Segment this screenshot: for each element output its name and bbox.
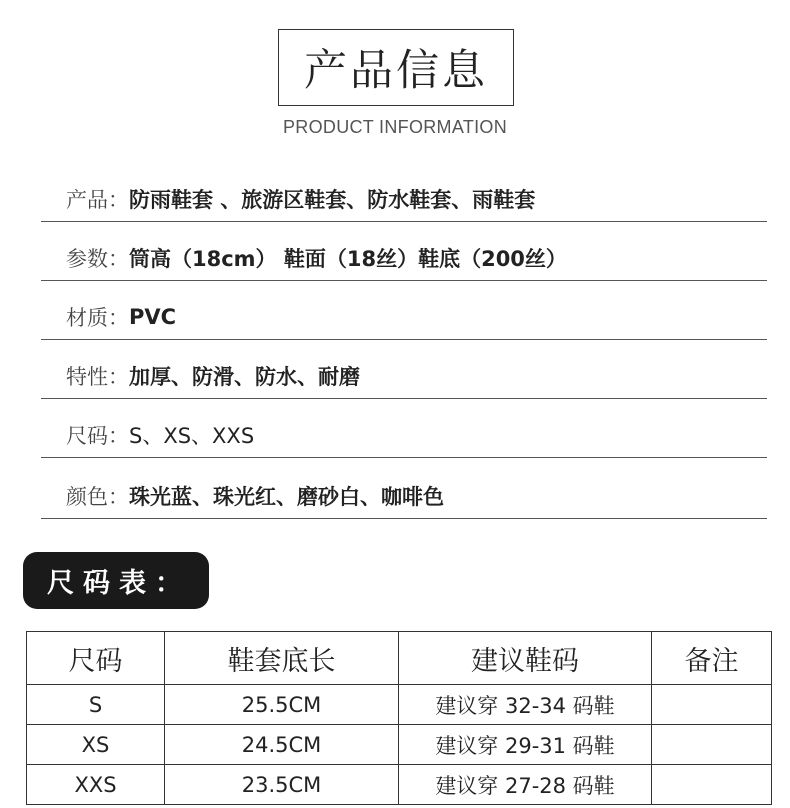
- table-cell: [652, 725, 772, 765]
- info-label: 颜色：: [66, 484, 129, 509]
- table-cell: [652, 685, 772, 725]
- page-subtitle: PRODUCT INFORMATION: [282, 117, 508, 137]
- info-row-parameters: [41, 235, 767, 281]
- size-chart-table: [26, 631, 772, 805]
- info-value: 筒高（18cm） 鞋面（18丝）鞋底（200丝）: [129, 246, 567, 271]
- info-label: 参数：: [66, 246, 129, 271]
- info-value: PVC: [129, 304, 177, 329]
- column-header-notes: 备注: [652, 632, 772, 685]
- info-value: 加厚、防滑、防水、耐磨: [129, 364, 360, 389]
- info-value: 珠光蓝、珠光红、磨砂白、咖啡色: [129, 484, 444, 509]
- table-cell: XS: [27, 725, 165, 765]
- info-label: 特性：: [66, 364, 129, 389]
- info-label: 尺码：: [66, 423, 129, 448]
- table-cell: [652, 765, 772, 805]
- info-row-material: [41, 294, 767, 340]
- table-row: [27, 685, 772, 725]
- info-label: 材质：: [66, 305, 129, 330]
- info-row-size: [41, 412, 767, 458]
- column-header-sole-length: 鞋套底长: [165, 632, 399, 685]
- table-cell: 25.5CM: [165, 685, 399, 725]
- page-title: 产品信息: [304, 46, 488, 96]
- header-title-box: [278, 29, 514, 106]
- info-label: 产品：: [66, 187, 129, 212]
- table-row: [27, 765, 772, 805]
- column-header-recommended-size: 建议鞋码: [399, 632, 652, 685]
- info-row-product: [41, 176, 767, 222]
- info-row-features: [41, 353, 767, 399]
- table-cell: S: [27, 685, 165, 725]
- info-value: S、XS、XXS: [129, 423, 255, 448]
- table-cell: 建议穿 29-31 码鞋: [399, 725, 652, 765]
- info-row-color: [41, 473, 767, 519]
- table-cell: 建议穿 32-34 码鞋: [399, 685, 652, 725]
- column-header-size: 尺码: [27, 632, 165, 685]
- info-value: 防雨鞋套 、旅游区鞋套、防水鞋套、雨鞋套: [129, 187, 536, 212]
- table-cell: 23.5CM: [165, 765, 399, 805]
- table-header-row: [27, 632, 772, 685]
- table-cell: 建议穿 27-28 码鞋: [399, 765, 652, 805]
- size-chart-badge: 尺码表：: [23, 552, 209, 609]
- table-cell: 24.5CM: [165, 725, 399, 765]
- table-cell: XXS: [27, 765, 165, 805]
- table-row: [27, 725, 772, 765]
